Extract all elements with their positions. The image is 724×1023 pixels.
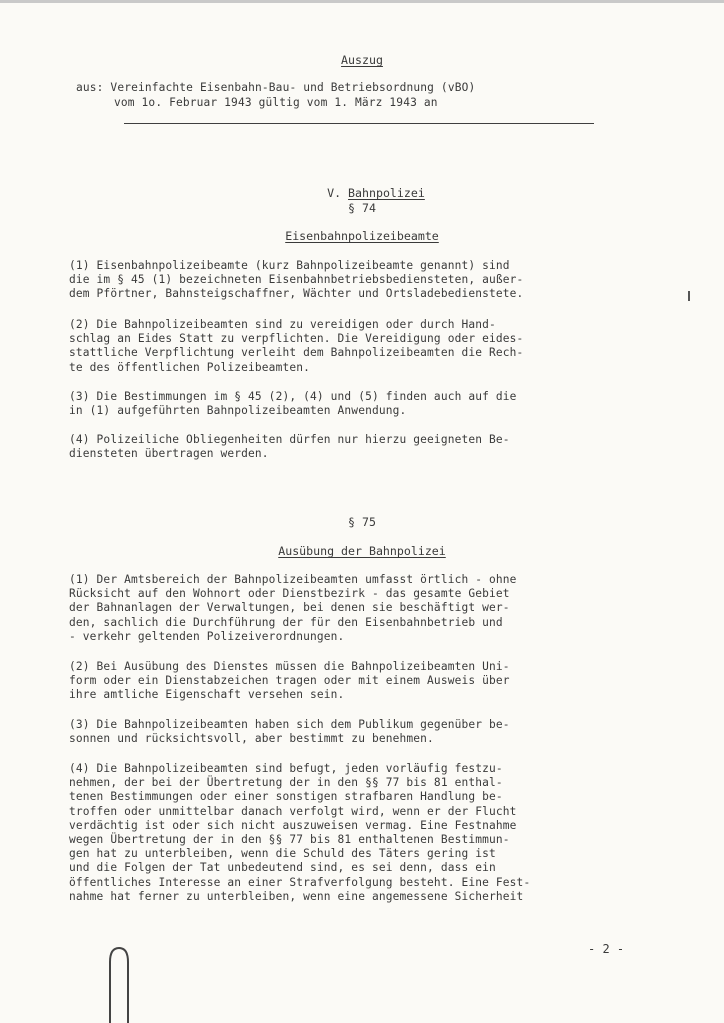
text-line: ihre amtliche Eigenschaft versehen sein. — [69, 688, 345, 702]
text-line: (1) Eisenbahnpolizeibeamte (kurz Bahnpolizeibeamte genannt) sind — [69, 259, 510, 272]
text-line: nehmen, der bei der Übertretung der in den §§ 77 bis 81 enthal- — [69, 776, 503, 790]
paper-clip-mark — [104, 944, 134, 1023]
text-line: dem Pförtner, Bahnsteigschaffner, Wächter und Ortsladebedienstete. — [69, 287, 524, 301]
par75-symbol: § 75 — [348, 515, 376, 529]
text-line: form oder ein Dienstabzeichen tragen oder mit einem Ausweis über — [69, 674, 510, 688]
header-rule — [124, 123, 594, 124]
text-line: (1) Der Amtsbereich der Bahnpolizeibeamten umfasst örtlich - ohne — [69, 573, 517, 586]
par75-paragraph-2 — [69, 660, 669, 703]
par74-paragraph-3 — [69, 390, 669, 418]
text-line: (4) Polizeiliche Obliegenheiten dürfen nur hierzu geeigneten Be- — [69, 433, 510, 446]
text-line: gen hat zu unterbleiben, wenn die Schuld des Täters gering ist — [69, 847, 496, 861]
text-line: diensteten übertragen werden. — [69, 447, 269, 461]
text-line: die im § 45 (1) bezeichneten Eisenbahnbetriebsbediensteten, außer- — [69, 273, 524, 287]
par75-paragraph-3 — [69, 718, 669, 746]
par75-paragraph-4 — [69, 762, 669, 904]
text-line: sonnen und rücksichtsvoll, aber bestimmt zu benehmen. — [69, 732, 434, 746]
section-number: V. — [327, 186, 342, 200]
par74-heading: Eisenbahnpolizeibeamte — [285, 229, 439, 243]
text-line: den, sachlich die Durchführung der für den Eisenbahnbetrieb und — [69, 615, 503, 629]
text-line: schlag an Eides Statt zu verpflichten. Die Vereidigung oder eides- — [69, 332, 524, 346]
text-line: (3) Die Bahnpolizeibeamten haben sich dem Publikum gegenüber be- — [69, 718, 510, 731]
text-line: (2) Bei Ausübung des Dienstes müssen die Bahnpolizeibeamten Uni- — [69, 660, 510, 673]
text-line: nahme hat ferner zu unterbleiben, wenn eine angemessene Sicherheit — [69, 889, 524, 903]
par74-paragraph-2 — [69, 318, 669, 375]
text-line: verdächtig ist oder sich nicht auszuweisen vermag. Eine Festnahme — [69, 818, 517, 832]
source-line-2: vom 1o. Februar 1943 gültig vom 1. März 1943 an — [114, 96, 438, 109]
text-line: wegen Übertretung der in den §§ 77 bis 81 enthaltenen Bestimmun- — [69, 833, 510, 847]
text-line: in (1) aufgeführten Bahnpolizeibeamten Anwendung. — [69, 404, 407, 418]
text-line: (4) Die Bahnpolizeibeamten sind befugt, jeden vorläufig festzu- — [69, 762, 503, 775]
margin-mark — [688, 291, 690, 301]
par74-paragraph-1 — [69, 259, 669, 302]
page-top-edge — [0, 0, 724, 3]
document-title: Auszug — [341, 53, 383, 67]
par74-paragraph-4 — [69, 433, 669, 461]
text-line: tenen Bestimmungen oder einer sonstigen strafbaren Handlung be- — [69, 790, 503, 804]
text-line: der Bahnanlagen der Verwaltungen, bei denen sie beschäftigt wer- — [69, 601, 510, 615]
page-number: - 2 - — [588, 942, 625, 956]
text-line: Rücksicht auf den Wohnort oder Dienstbezirk - das gesamte Gebiet — [69, 587, 510, 601]
text-line: öffentliches Interesse an einer Strafverfolgung besteht. Eine Fest- — [69, 875, 531, 889]
source-line-1: aus: Vereinfachte Eisenbahn-Bau- und Betriebsordnung (vBO) — [76, 81, 476, 94]
text-line: (2) Die Bahnpolizeibeamten sind zu vereidigen oder durch Hand- — [69, 318, 496, 331]
text-line: stattliche Verpflichtung verleiht dem Bahnpolizeibeamten die Rech- — [69, 346, 524, 360]
par75-heading: Ausübung der Bahnpolizei — [278, 544, 446, 558]
par74-symbol: § 74 — [348, 201, 376, 215]
par75-paragraph-1 — [69, 573, 669, 644]
text-line: und die Folgen der Tat unbedeutend sind, es sei denn, dass ein — [69, 861, 496, 875]
text-line: te des öffentlichen Polizeibeamten. — [69, 360, 310, 374]
text-line: troffen oder unmittelbar danach verfolgt wird, wenn er der Flucht — [69, 804, 517, 818]
section-title: Bahnpolizei — [348, 186, 425, 200]
text-line: - verkehr geltenden Polizeiverordnungen. — [69, 629, 345, 643]
text-line: (3) Die Bestimmungen im § 45 (2), (4) und (5) finden auch auf die — [69, 390, 517, 403]
